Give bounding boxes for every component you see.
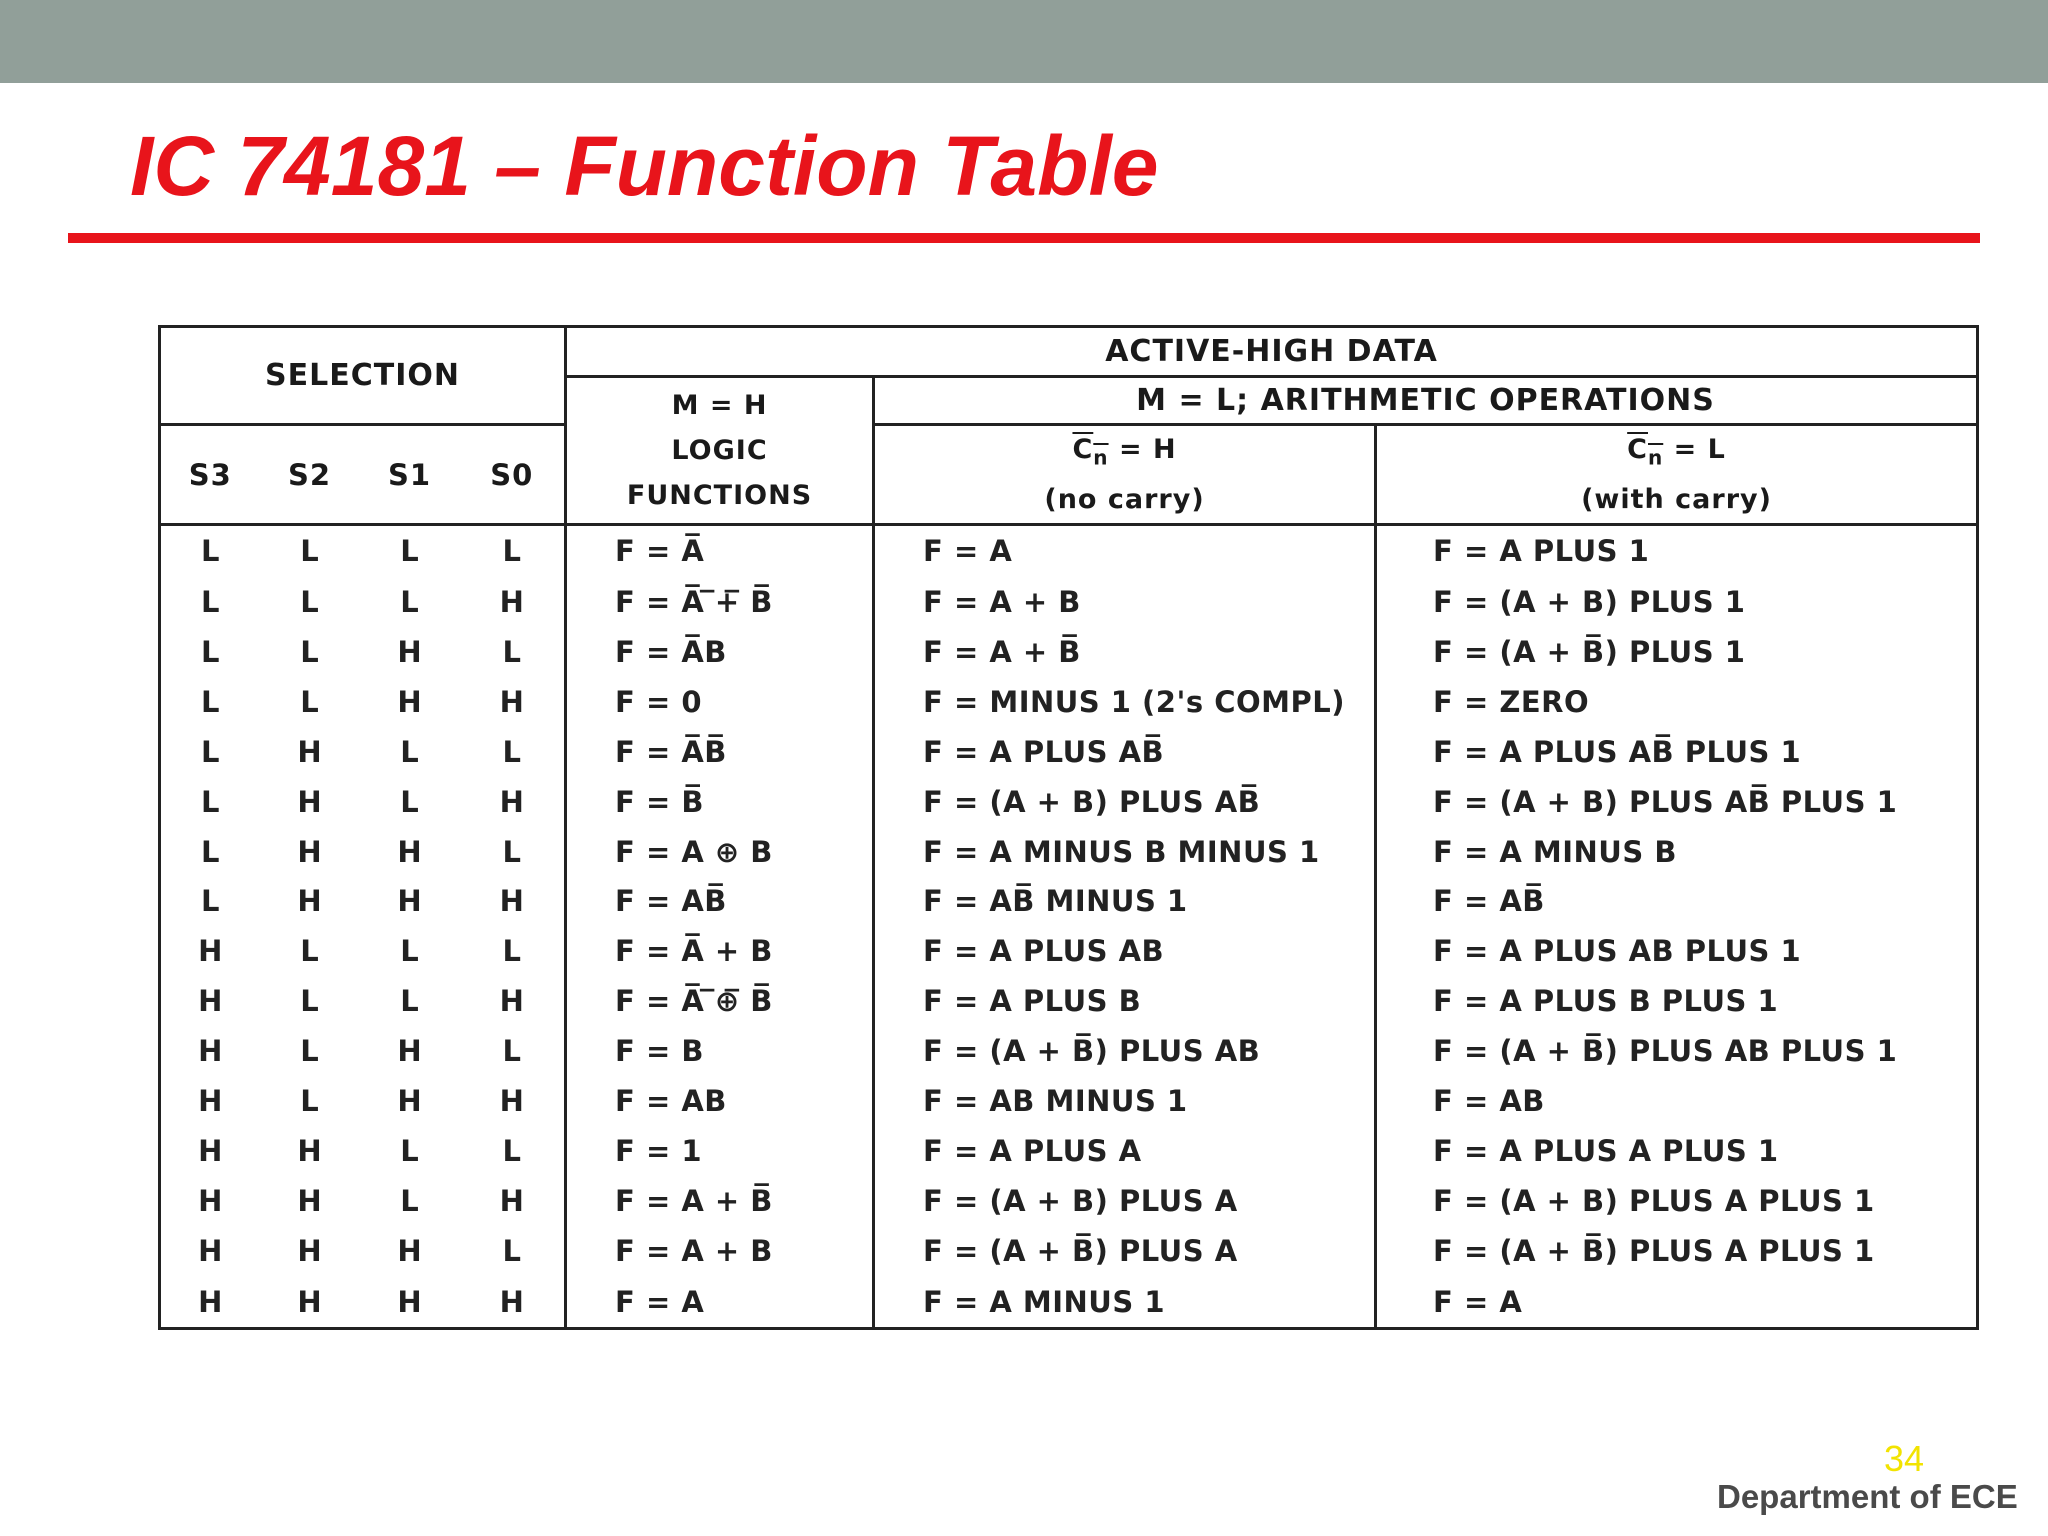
select-s1-cell: H [397,1234,422,1269]
arithmetic-with-carry-cell: F = (A + B̅) PLUS A PLUS 1 [1376,1226,1978,1276]
arithmetic-no-carry-cell: F = A MINUS 1 [874,1276,1376,1328]
select-s2-cell: L [300,1034,319,1069]
select-s2-cell: H [297,834,322,869]
arithmetic-no-carry-cell: F = MINUS 1 (2's COMPL) [874,677,1376,727]
arithmetic-no-carry-cell: F = A PLUS AB [874,926,1376,976]
select-s1-cell: L [400,734,419,769]
select-s2-cell: L [300,1084,319,1119]
cn-h-label [875,434,1374,469]
cn-l-c: C [1627,434,1648,466]
slide-title: IC 74181 – Function Table [130,119,1159,213]
selection-header-label: SELECTION [265,358,460,393]
select-s0-cell: L [460,1126,566,1176]
select-s2-cell: H [297,734,322,769]
select-s1-cell: L [400,784,419,819]
select-s2-cell: H [297,884,322,919]
arithmetic-no-carry-cell: F = A + B [874,577,1376,627]
logic-function-cell: F = A ⊕ B [566,827,874,877]
logic-function-cell: F = AB [566,1076,874,1126]
select-s3-cell: H [160,1026,260,1076]
no-carry-header [874,425,1376,525]
s1-header-label: S1 [387,457,432,492]
arithmetic-header [874,377,1978,425]
cn-l-eq: = L [1663,434,1726,466]
footer-department: Department of ECE [1717,1478,2018,1515]
select-s1-cell: L [400,1134,419,1169]
s0-header-label: S0 [490,457,534,492]
arithmetic-with-carry-cell: F = A PLUS AB̅ PLUS 1 [1376,727,1978,777]
select-s3-cell: L [160,777,260,827]
cn-l-label [1377,434,1976,469]
table-row [160,777,1978,827]
select-s0-cell: L [460,1226,566,1276]
logic-function-cell: F = AB̅ [566,876,874,926]
select-s1-cell: H [397,834,422,869]
arithmetic-no-carry-cell: F = A [874,525,1376,577]
select-s3-cell: H [160,1126,260,1176]
table-row [160,926,1978,976]
table-row [160,827,1978,877]
select-s2-cell: L [300,934,319,969]
table-row [160,1176,1978,1226]
table-row [160,1126,1978,1176]
table-row [160,976,1978,1026]
with-carry-label: (with carry) [1581,483,1772,515]
select-s0-cell: L [460,926,566,976]
select-s2-cell: H [260,1276,360,1328]
table-row [160,876,1978,926]
arithmetic-with-carry-cell: F = AB [1376,1076,1978,1126]
select-s1-cell: H [397,1034,422,1069]
table-row [160,677,1978,727]
arithmetic-with-carry-cell: F = (A + B) PLUS A PLUS 1 [1376,1176,1978,1226]
select-s0-cell: H [460,777,566,827]
arithmetic-no-carry-cell: F = A MINUS B MINUS 1 [874,827,1376,877]
table-row [160,525,1978,577]
arithmetic-header-label: M = L; ARITHMETIC OPERATIONS [1136,383,1715,418]
function-table-body [160,525,1978,1329]
select-s2-cell: H [297,1234,322,1269]
select-s3-cell: L [160,627,260,677]
select-s3-cell: H [160,1076,260,1126]
arithmetic-with-carry-cell: F = A PLUS B PLUS 1 [1376,976,1978,1026]
s3-header [160,425,260,525]
functions-label: FUNCTIONS [626,480,813,511]
table-row [160,1226,1978,1276]
logic-function-cell: F = A + B [566,1226,874,1276]
table-row [160,577,1978,627]
page-number: 34 [1884,1438,1925,1479]
arithmetic-no-carry-cell: F = (A + B) PLUS AB̅ [874,777,1376,827]
logic-function-cell: F = A̅ + B [566,926,874,976]
select-s1-cell: H [397,884,422,919]
logic-function-cell: F = 1 [566,1126,874,1176]
select-s2-cell: L [300,984,319,1019]
table-row [160,627,1978,677]
logic-label: LOGIC [671,435,768,466]
arithmetic-with-carry-cell: F = A PLUS A PLUS 1 [1376,1126,1978,1176]
select-s1-cell: L [400,934,419,969]
with-carry-header [1376,425,1978,525]
function-table [158,325,1979,1330]
select-s0-cell: H [460,677,566,727]
select-s1-cell: H [360,1276,460,1328]
active-high-header [566,327,1978,377]
selection-header [160,327,566,425]
table-row [160,1076,1978,1126]
select-s3-cell: L [160,577,260,627]
arithmetic-no-carry-cell: F = A PLUS B [874,976,1376,1026]
arithmetic-with-carry-cell: F = (A + B) PLUS AB̅ PLUS 1 [1376,777,1978,827]
logic-function-cell: F = A [566,1276,874,1328]
s1-header [360,425,460,525]
arithmetic-no-carry-cell: F = (A + B̅) PLUS A [874,1226,1376,1276]
select-s2-cell: L [300,684,319,719]
select-s2-cell: H [297,1134,322,1169]
select-s2-cell: H [297,784,322,819]
table-row [160,1026,1978,1076]
arithmetic-no-carry-cell: F = A PLUS AB̅ [874,727,1376,777]
select-s3-cell: L [160,727,260,777]
arithmetic-with-carry-cell: F = (A + B) PLUS 1 [1376,577,1978,627]
arithmetic-with-carry-cell: F = A MINUS B [1376,827,1978,877]
select-s0-cell: H [460,1076,566,1126]
logic-function-cell: F = A̅B [566,627,874,677]
logic-function-cell: F = B̅ [566,777,874,827]
select-s1-cell: H [397,634,422,669]
logic-function-cell: F = A̅B̅ [566,727,874,777]
select-s3-cell: L [160,677,260,727]
select-s3-cell: H [160,1276,260,1328]
active-high-header-label: ACTIVE-HIGH DATA [1105,334,1438,369]
m-h-label: M = H [671,390,768,421]
arithmetic-no-carry-cell: F = A PLUS A [874,1126,1376,1176]
logic-function-cell: F = A̅ ̅⊕̅ B̅ [566,976,874,1026]
arithmetic-with-carry-cell: F = A PLUS AB PLUS 1 [1376,926,1978,976]
arithmetic-with-carry-cell: F = AB̅ [1376,876,1978,926]
select-s0-cell: H [460,577,566,627]
select-s3-cell: H [160,976,260,1026]
select-s0-cell: H [460,1276,566,1328]
no-carry-label: (no carry) [1044,483,1205,515]
select-s0-cell: L [460,727,566,777]
select-s1-cell: L [400,984,419,1019]
arithmetic-with-carry-cell: F = (A + B̅) PLUS 1 [1376,627,1978,677]
top-banner [0,0,2048,83]
select-s1-cell: H [397,684,422,719]
function-table-container [158,325,1976,1330]
arithmetic-with-carry-cell: F = A [1376,1276,1978,1328]
arithmetic-with-carry-cell: F = ZERO [1376,677,1978,727]
logic-functions-header [566,377,874,525]
select-s2-cell: L [300,634,319,669]
s2-header [260,425,360,525]
cn-h-eq: = H [1108,434,1177,466]
arithmetic-no-carry-cell: F = (A + B) PLUS A [874,1176,1376,1226]
select-s3-cell: H [160,1226,260,1276]
logic-function-cell: F = A̅ [566,525,874,577]
select-s3-cell: H [160,1176,260,1226]
arithmetic-no-carry-cell: F = AB MINUS 1 [874,1076,1376,1126]
s3-header-label: S3 [188,457,232,492]
table-row [160,727,1978,777]
select-s0-cell: H [460,976,566,1026]
select-s1-cell: L [400,584,419,619]
arithmetic-no-carry-cell: F = A + B̅ [874,627,1376,677]
arithmetic-no-carry-cell: F = AB̅ MINUS 1 [874,876,1376,926]
select-s3-cell: L [160,525,260,577]
select-s1-cell: H [397,1084,422,1119]
select-s2-cell: H [297,1184,322,1219]
select-s0-cell: L [460,525,566,577]
title-underline [68,233,1980,243]
select-s0-cell: H [460,876,566,926]
select-s0-cell: L [460,1026,566,1076]
select-s3-cell: L [160,827,260,877]
arithmetic-no-carry-cell: F = (A + B̅) PLUS AB [874,1026,1376,1076]
logic-function-cell: F = B [566,1026,874,1076]
select-s0-cell: H [460,1176,566,1226]
arithmetic-with-carry-cell: F = A PLUS 1 [1376,525,1978,577]
select-s3-cell: H [160,926,260,976]
arithmetic-with-carry-cell: F = (A + B̅) PLUS AB PLUS 1 [1376,1026,1978,1076]
select-s0-cell: L [460,827,566,877]
s2-header-label: S2 [287,457,332,492]
select-s1-cell: L [400,534,419,569]
select-s2-cell: L [300,584,319,619]
cn-h-c: C [1072,434,1094,466]
cn-l-n: n [1648,445,1664,470]
logic-function-cell: F = A + B̅ [566,1176,874,1226]
table-row [160,1276,1978,1328]
logic-function-cell: F = 0 [566,677,874,727]
cn-h-n: n [1093,445,1109,470]
s0-header [460,425,566,525]
logic-function-cell: F = A̅ ̅+̅ B̅ [566,577,874,627]
select-s3-cell: L [160,876,260,926]
select-s1-cell: L [400,1184,419,1219]
select-s2-cell: L [300,534,319,569]
select-s0-cell: L [460,627,566,677]
